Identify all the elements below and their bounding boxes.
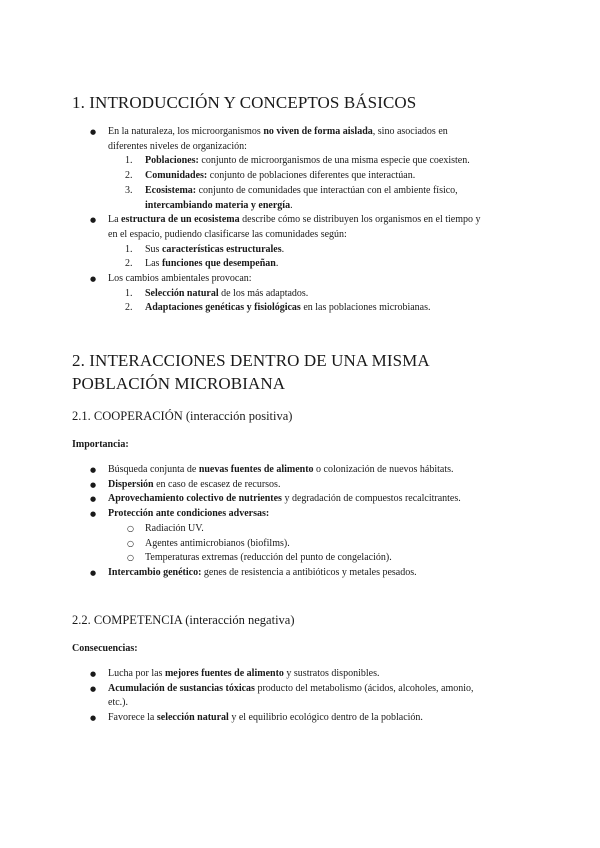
text: diferentes niveles de organización: [108, 140, 247, 152]
bold-text: Ecosistema: [145, 184, 197, 196]
text: conjunto de comunidades que interactúan con el ambiente físico, [196, 184, 458, 196]
bold-text: Poblaciones: [145, 155, 199, 167]
list-item [72, 154, 532, 169]
text: o colonización de nuevos hábitats. [313, 464, 454, 475]
section-1-title: 1. INTRODUCCIÓN Y CONCEPTOS BÁSICOS [72, 93, 417, 112]
cooperation-list [72, 463, 532, 581]
consequences-label: Consecuencias: [72, 643, 138, 654]
text: y el equilibrio ecológico dentro de la población. [228, 712, 423, 724]
bold-text: selección natural [156, 712, 229, 724]
list-item [72, 507, 532, 522]
list-item [72, 257, 532, 272]
sub-list-item: ○ Agentes antimicrobianos (biofilms). [72, 537, 532, 552]
title-line: 2. INTERACCIONES DENTRO DE UNA MISMA [72, 351, 430, 370]
text: . [290, 199, 293, 211]
bold-text: Protección ante condiciones adversas: [108, 508, 270, 520]
item-number: 2. [125, 170, 133, 182]
text: Los cambios ambientales provocan: [108, 273, 252, 285]
bold-text: mejores fuentes de alimento [164, 668, 284, 679]
subsection-competition-title: 2.2. COMPETENCIA (interacción negativa) [72, 613, 295, 627]
list-item [72, 272, 532, 287]
text: describe cómo se distribuyen los organismos en el tiempo y [239, 214, 481, 226]
bold-text: características estructurales [161, 243, 282, 255]
text: Favorece la [108, 712, 157, 724]
bold-text: Intercambio genético: [108, 566, 202, 578]
sub-list-item: ○ Radiación UV. [72, 522, 532, 537]
text: . [275, 258, 279, 270]
text: y degradación de compuestos recalcitrantes. [281, 493, 461, 505]
list-item [72, 301, 532, 316]
title-line: POBLACIÓN MICROBIANA [72, 374, 286, 393]
sub-list-item: ○ Temperaturas extremas (reducción del punto de congelación). [72, 551, 532, 566]
bold-text: estructura de un ecosistema [121, 214, 240, 226]
text: en caso de escasez de recursos. [153, 478, 281, 490]
bold-text: nuevas fuentes de alimento [198, 464, 314, 475]
list-item [72, 463, 532, 478]
text: En la naturaleza, los microorganismos [108, 126, 264, 137]
text: Búsqueda conjunta de [108, 464, 199, 475]
text: y sustratos disponibles. [283, 668, 380, 679]
text: , sino asociados en [372, 126, 448, 137]
bold-text: Acumulación de sustancias tóxicas [108, 682, 255, 694]
text: . [281, 243, 285, 255]
text: conjunto de microorganismos de una misma especie que coexisten. [198, 155, 470, 167]
importance-label: Importancia: [72, 439, 129, 450]
text: genes de resistencia a antibióticos y metales pesados. [201, 566, 417, 578]
list-item [72, 213, 532, 242]
item-number: 2. [125, 302, 133, 314]
list-item [72, 125, 532, 154]
bold-text: Comunidades: [145, 170, 208, 182]
text: Lucha por las [108, 668, 165, 679]
text: de los más adaptados. [218, 287, 309, 299]
list-item [72, 184, 532, 213]
bold-text: funciones que desempeñan [161, 258, 276, 270]
list-item [72, 169, 532, 184]
list-item [72, 492, 532, 507]
item-number: 1. [125, 287, 133, 299]
bold-text: no viven de forma aislada [263, 126, 373, 137]
text: Sus [145, 243, 162, 255]
list-item [72, 566, 532, 581]
text: Las [145, 258, 162, 270]
item-number: 3. [125, 184, 133, 196]
text: conjunto de poblaciones diferentes que interactúan. [207, 170, 416, 182]
text: en el espacio, pudiendo clasificarse las comunidades según: [108, 228, 347, 240]
list-item [72, 243, 532, 258]
text: producto del metabolismo (ácidos, alcoholes, amonio, [254, 682, 474, 694]
list-item [72, 711, 532, 726]
item-number: 1. [125, 243, 133, 255]
text: en las poblaciones microbianas. [300, 302, 431, 314]
bold-text: Dispersión [108, 478, 154, 490]
text: etc.). [108, 697, 128, 709]
list-item [72, 478, 532, 493]
bold-text: intercambiando materia y energía [145, 199, 291, 211]
bold-text: Adaptaciones genéticas y fisiológicas [145, 302, 301, 314]
competition-list [72, 667, 532, 726]
section-2-title [72, 349, 430, 395]
bold-text: Selección natural [145, 287, 219, 299]
section-1-list [72, 125, 532, 316]
item-number: 2. [125, 258, 133, 270]
list-item [72, 287, 532, 302]
bold-text: Aprovechamiento colectivo de nutrientes [108, 493, 282, 505]
list-item [72, 667, 532, 682]
item-number: 1. [125, 155, 133, 167]
text: La [108, 214, 122, 226]
subsection-cooperation-title: 2.1. COOPERACIÓN (interacción positiva) [72, 409, 293, 423]
list-item [72, 682, 532, 711]
